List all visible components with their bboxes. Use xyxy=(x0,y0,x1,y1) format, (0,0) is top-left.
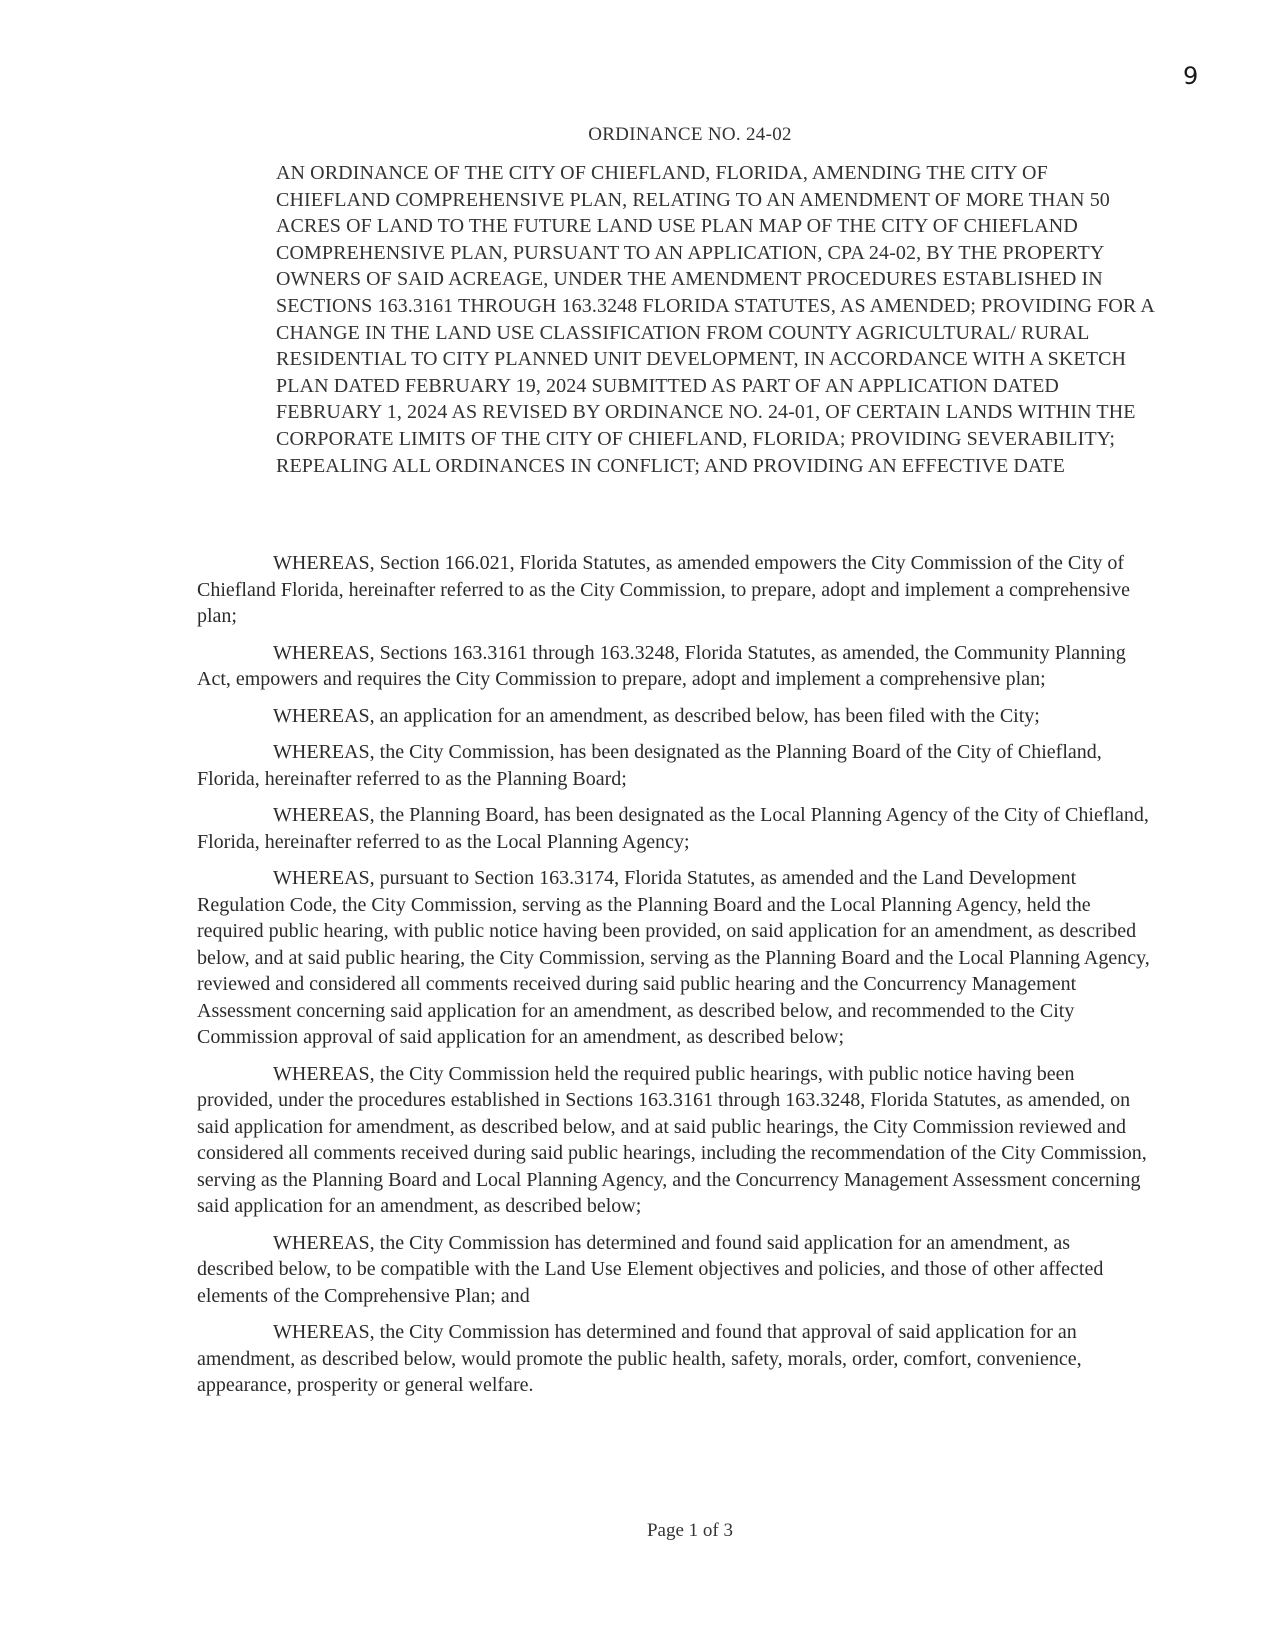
ordinance-preamble: AN ORDINANCE OF THE CITY OF CHIEFLAND, FLORIDA, AMENDING THE CITY OF CHIEFLAND COMPREHENSIVE PLAN, RELATING TO AN AMENDMENT OF MORE THAN 50 ACRES OF LAND TO THE FUTURE LAND USE PLAN MAP OF THE CITY OF CHIEFLAND COMPREHENSIVE PLAN, PURSUANT TO AN APPLICATION, CPA 24-02, BY THE PROPERTY OWNERS OF SAID ACREAGE, UNDER THE AMENDMENT PROCEDURES ESTABLISHED IN SECTIONS 163.3161 THROUGH 163.3248 FLORIDA STATUTES, AS AMENDED; PROVIDING FOR A CHANGE IN THE LAND USE CLASSIFICATION FROM COUNTY AGRICULTURAL/ RURAL RESIDENTIAL TO CITY PLANNED UNIT DEVELOPMENT, IN ACCORDANCE WITH A SKETCH PLAN DATED FEBRUARY 19, 2024 SUBMITTED AS PART OF AN APPLICATION DATED FEBRUARY 1, 2024 AS REVISED BY ORDINANCE NO. 24-01, OF CERTAIN LANDS WITHIN THE CORPORATE LIMITS OF THE CITY OF CHIEFLAND, FLORIDA; PROVIDING SEVERABILITY; REPEALING ALL ORDINANCES IN CONFLICT; AND PROVIDING AN EFFECTIVE DATE xyxy=(276,162,1154,477)
whereas-paragraph-1: WHEREAS, Section 166.021, Florida Statutes, as amended empowers the City Commission of the City of Chiefland Florida, hereinafter referred to as the City Commission, to prepare, adopt and implement a comprehensive plan; xyxy=(197,552,1131,627)
page-footer: Page 1 of 3 xyxy=(646,1520,733,1541)
whereas-paragraph-9: WHEREAS, the City Commission has determined and found that approval of said application for an amendment, as described below, would promote the public health, safety, morals, order, comfort, convenience, appearance, prosperity or general welfare. xyxy=(197,1321,1082,1396)
whereas-paragraph-3: WHEREAS, an application for an amendment, as described below, has been filed with the City; xyxy=(273,704,1040,727)
ordinance-body xyxy=(197,550,1150,1409)
page-number: 9 xyxy=(1183,62,1199,90)
whereas-paragraph-6: WHEREAS, pursuant to Section 163.3174, Florida Statutes, as amended and the Land Development Regulation Code, the City Commission, serving as the Planning Board and the Local Planning Agency, held the required public hearing, with public notice having been provided, on said application for an amendment, as described below, and at said public hearing, the City Commission, serving as the Planning Board and the Local Planning Agency, reviewed and considered all comments received during said public hearing and the Concurrency Management Assessment concerning said application for an amendment, as described below, and recommended to the City Commission approval of said application for an amendment, as described below; xyxy=(197,867,1150,1048)
whereas-paragraph-5: WHEREAS, the Planning Board, has been designated as the Local Planning Agency of the City of Chiefland, Florida, hereinafter referred to as the Local Planning Agency; xyxy=(197,804,1149,853)
whereas-paragraph-7: WHEREAS, the City Commission held the required public hearings, with public notice having been provided, under the procedures established in Sections 163.3161 through 163.3248, Florida Statutes, as amended, on said application for amendment, as described below, and at said public hearings, the City Commission reviewed and considered all comments received during said public hearings, including the recommendation of the City Commission, serving as the Planning Board and Local Planning Agency, and the Concurrency Management Assessment concerning said application for an amendment, as described below; xyxy=(197,1062,1147,1217)
ordinance-title: ORDINANCE NO. 24-02 xyxy=(588,124,792,145)
whereas-paragraph-2: WHEREAS, Sections 163.3161 through 163.3248, Florida Statutes, as amended, the Community Planning Act, empowers and requires the City Commission to prepare, adopt and implement a comprehensive plan; xyxy=(197,641,1126,690)
whereas-paragraph-4: WHEREAS, the City Commission, has been designated as the Planning Board of the City of Chiefland, Florida, hereinafter referred to as the Planning Board; xyxy=(197,741,1102,790)
whereas-paragraph-8: WHEREAS, the City Commission has determined and found said application for an amendment, as described below, to be compatible with the Land Use Element objectives and policies, and those of other affected elements of the Comprehensive Plan; and xyxy=(197,1231,1104,1307)
